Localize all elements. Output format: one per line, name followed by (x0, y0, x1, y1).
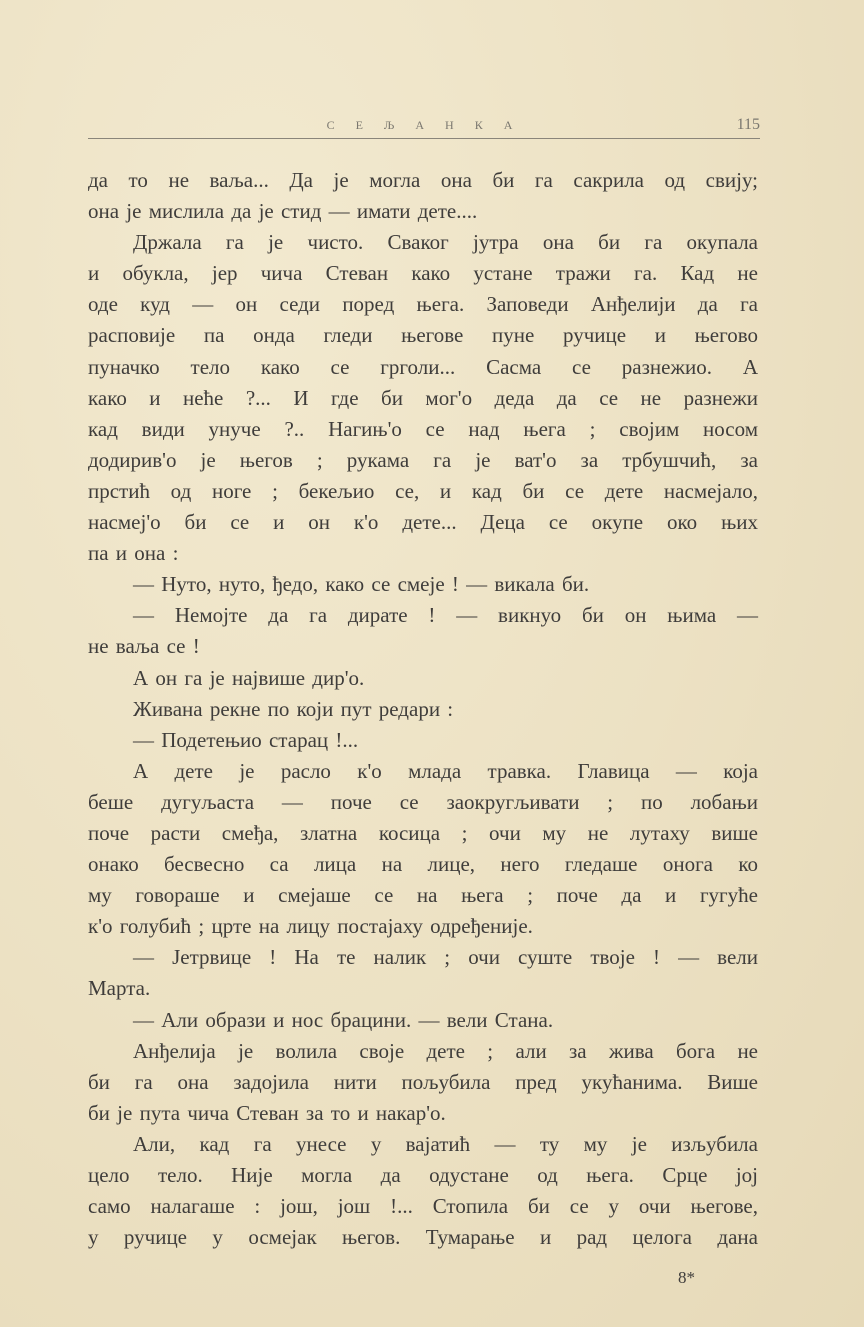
text-line: — Немојте да га дирате ! — викнуо би он њима — (133, 603, 758, 628)
text-line: она је мислила да је стид — имати дете.... (88, 199, 478, 224)
text-line: кад види унуче ?.. Нагињ'о се над њега ; својим носом (88, 416, 758, 441)
text-line: А он га је највише дир'о. (133, 665, 365, 690)
text-line: — Нуто, нуто, ђедо, како се смеје ! — викала би. (133, 572, 590, 597)
text-line: како и неће ?... И где би мог'о деда да се не разнежи (88, 385, 758, 410)
text-line: цело тело. Није могла да одустане од њега. Срце јој (88, 1163, 758, 1187)
text-line: Марта. (88, 976, 151, 1001)
text-line: — Јетрвице ! На те налик ; очи суште твоје ! — вели (133, 945, 758, 970)
body-text (88, 165, 758, 1253)
text-line: да то не ваља... Да је могла она би га сакрила од свију; (88, 168, 758, 192)
text-line: к'о голубић ; црте на лицу постајаху одређеније. (88, 914, 533, 939)
text-line: Али, кад га унесе у вајатић — ту му је изљубила (133, 1131, 758, 1156)
text-line: пуначко тело како се грголи... Сасма се разнежио. А (88, 354, 758, 379)
text-line: додирив'о је његов ; рукама га је ват'о за трбушчић, за (88, 447, 758, 472)
text-line: оде куд — он седи поред њега. Заповеди Анђелији да га (88, 292, 758, 317)
header-rule (88, 138, 760, 139)
text-line: само налагаше : још, још !... Стопила би се у очи његове, (88, 1194, 758, 1219)
text-line: Анђелија је волила своје дете ; али за жива бога не (133, 1038, 758, 1063)
text-line: беше дугуљаста — поче се заокругљивати ; по лобањи (88, 789, 758, 814)
text-line: па и она : (88, 541, 179, 566)
text-line: — Подетењио старац !... (133, 727, 359, 752)
text-line: би га она задојила нити пољубила пред укућанима. Више (88, 1069, 758, 1094)
text-line: и обукла, јер чича Стеван како устане тражи га. Кад не (88, 261, 758, 286)
text-line: би је пута чича Стеван за то и накар'о. (88, 1100, 446, 1125)
text-line: прстић од ноге ; бекељио се, и кад би се дете насмејало, (88, 478, 758, 503)
text-line: Живана рекне по који пут редари : (133, 696, 454, 721)
running-head-title: С Е Љ А Н К А (326, 118, 522, 132)
text-line: Држала га је чисто. Сваког јутра она би га окупала (133, 230, 758, 255)
text-line: расповије па онда гледи његове пуне ручице и његово (88, 323, 758, 348)
page-number: 115 (736, 116, 760, 133)
printer-signature-mark: 8* (678, 1268, 695, 1287)
running-head (88, 116, 760, 136)
text-line: у ручице у осмејак његов. Тумарање и рад целога дана (88, 1225, 758, 1250)
text-line: — Али образи и нос брацини. — вели Стана. (133, 1007, 554, 1032)
text-line: насмеј'о би се и он к'о дете... Деца се окупе око њих (88, 510, 758, 535)
text-line: А дете је расло к'о млада травка. Главица — која (133, 758, 758, 783)
text-line: му говораше и смејаше се на њега ; поче да и гугуће (88, 883, 758, 908)
text-line: поче расти смеђа, златна косица ; очи му не лутаху више (88, 820, 758, 845)
text-line: не ваља се ! (88, 634, 200, 659)
text-line: онако бесвесно са лица на лице, него гледаше онога ко (88, 852, 758, 877)
